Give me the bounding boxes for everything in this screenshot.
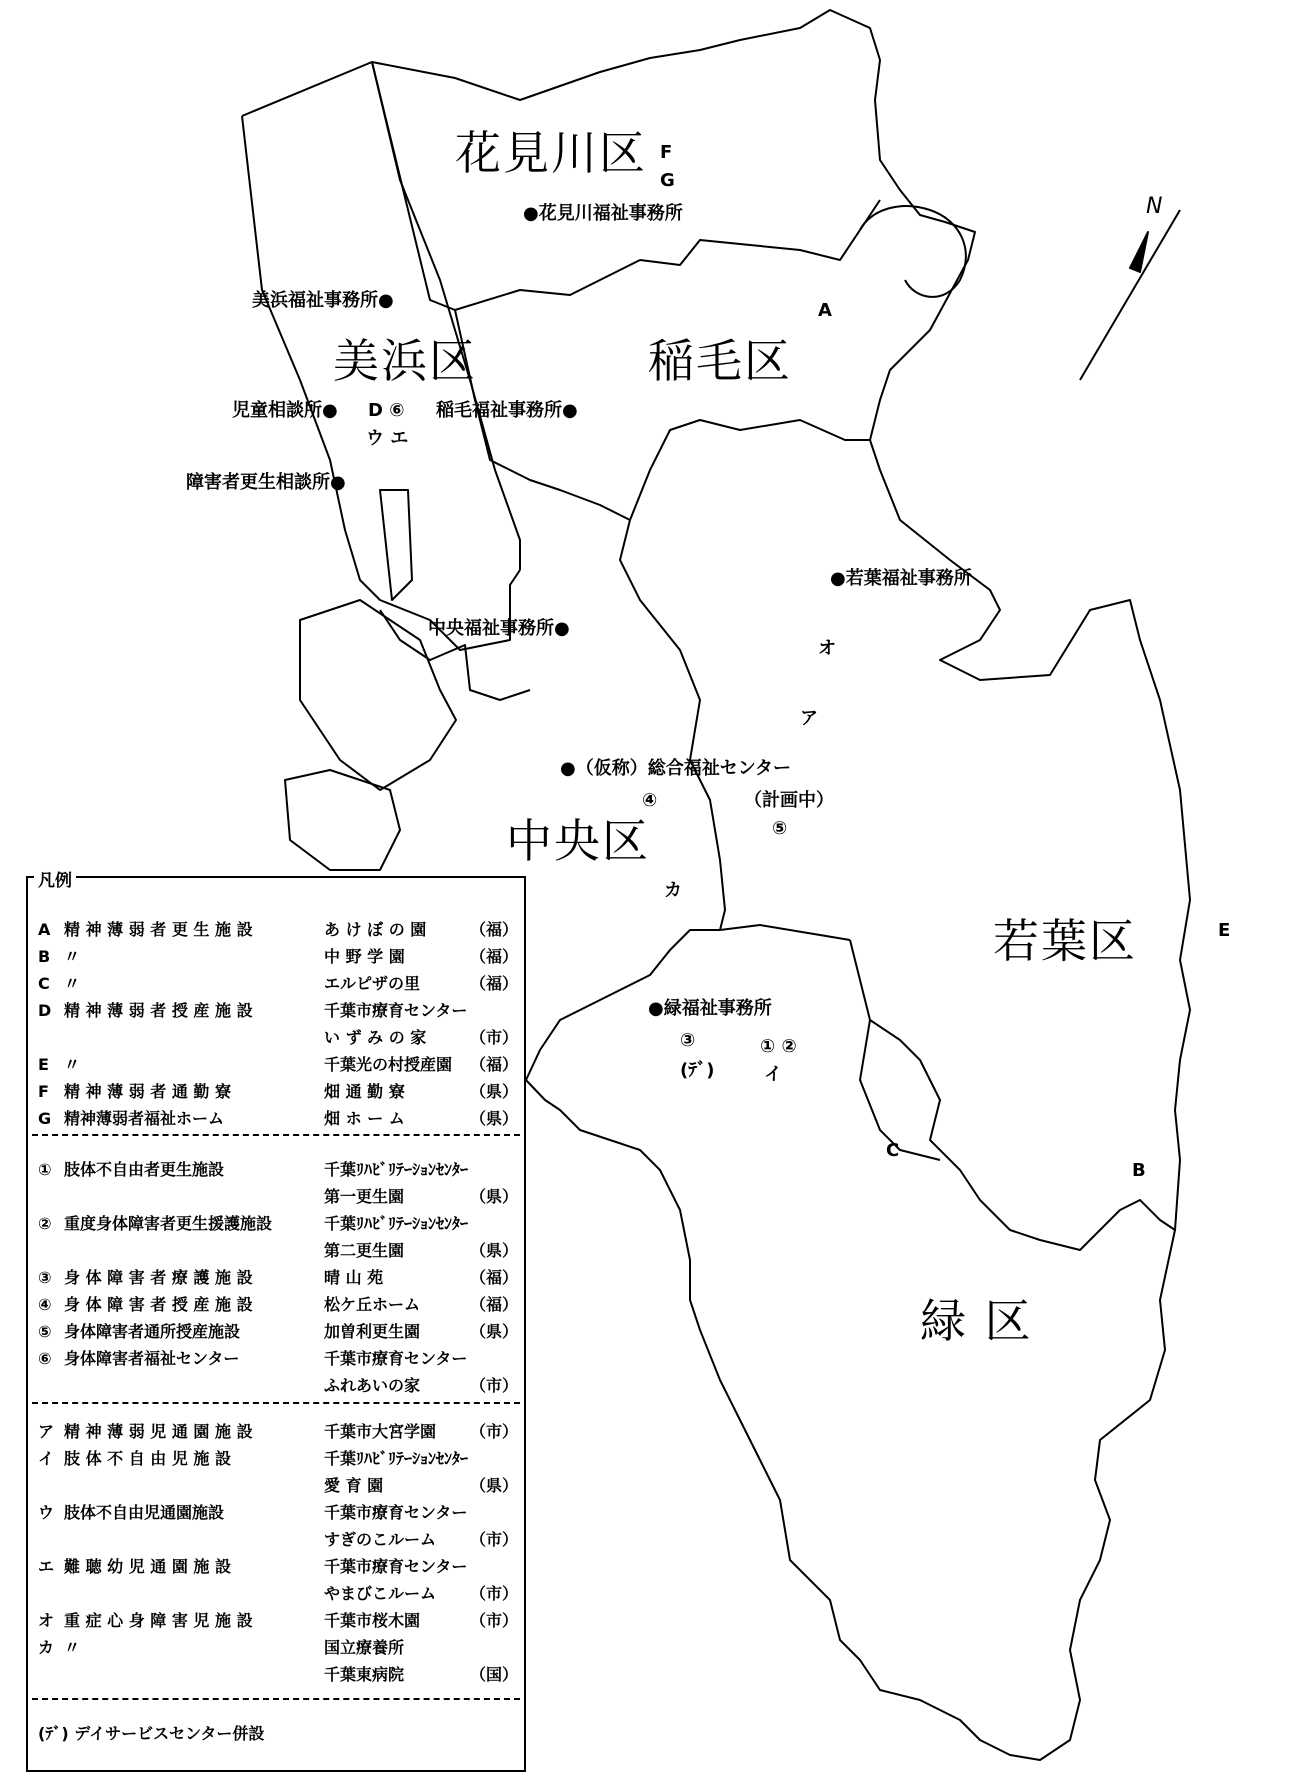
legend-code: ウ: [38, 1503, 55, 1522]
legend-code: A: [38, 920, 51, 939]
legend-type: 難 聴 幼 児 通 園 施 設: [64, 1557, 231, 1576]
legend-name: 晴 山 苑: [324, 1268, 384, 1287]
legend-code: ③: [38, 1268, 52, 1287]
legend-code: F: [38, 1082, 49, 1101]
legend-name: やまびこルーム: [324, 1584, 437, 1603]
ward-midori: 緑 区: [920, 1294, 1033, 1348]
legend-type: 〃: [64, 947, 81, 966]
legend-code: C: [38, 974, 50, 993]
legend-name: 千葉ﾘﾊﾋﾞﾘﾃｰｼｮﾝｾﾝﾀｰ: [324, 1214, 469, 1233]
legend-owner: （福）: [470, 1268, 519, 1287]
mark-ue: ウ エ: [366, 428, 409, 449]
legend-owner: （県）: [470, 1109, 519, 1128]
legend-code: オ: [38, 1611, 55, 1630]
legend-type: 〃: [64, 1055, 81, 1074]
ward-mihama: 美浜区: [333, 334, 477, 388]
legend-name: 千葉光の村授産園: [324, 1055, 453, 1074]
legend-owner: （市）: [470, 1584, 519, 1603]
legend-name: 千葉市療育センター: [324, 1349, 468, 1368]
legend-owner: （県）: [470, 1476, 519, 1495]
mark-ka: カ: [664, 880, 682, 901]
legend-owner: （市）: [470, 1028, 519, 1047]
legend-name: 国立療養所: [324, 1638, 405, 1657]
legend-code: ア: [38, 1422, 55, 1441]
legend-separator: [32, 1402, 520, 1404]
mark-1-2: ① ②: [760, 1036, 797, 1057]
legend-type: 〃: [64, 974, 81, 993]
office-hanamigawa: ●花見川福祉事務所: [523, 203, 683, 224]
mark-o: オ: [818, 638, 836, 659]
legend-owner: （県）: [470, 1241, 519, 1260]
ward-hanamigawa: 花見川区: [455, 126, 647, 180]
mark-B: B: [1132, 1160, 1146, 1181]
legend-name: 松ケ丘ホーム: [324, 1295, 421, 1314]
legend-code: ④: [38, 1295, 52, 1314]
legend-type: 精神薄弱者福祉ホーム: [64, 1109, 225, 1128]
legend-name: 愛 育 園: [324, 1476, 384, 1495]
legend-owner: （福）: [470, 947, 519, 966]
ward-inage: 稲毛区: [648, 334, 792, 388]
legend-owner: （県）: [470, 1082, 519, 1101]
legend-name: い ず み の 家: [324, 1028, 427, 1047]
mark-4: ④: [642, 790, 658, 811]
office-wakaba: ●若葉福祉事務所: [830, 568, 972, 589]
boundary-wakaba-midori: [850, 940, 1175, 1250]
office-sogo-note: （計画中）: [744, 790, 834, 811]
mark-3: ③: [680, 1030, 696, 1051]
legend-type: 身体障害者通所授産施設: [64, 1322, 241, 1341]
office-midori: ●緑福祉事務所: [648, 998, 772, 1019]
legend-owner: （市）: [470, 1530, 519, 1549]
legend-type: 重度身体障害者更生援護施設: [64, 1214, 273, 1233]
legend-title: 凡例: [34, 866, 76, 891]
office-shogai: 障害者更生相談所●: [186, 472, 346, 493]
legend-name: 畑 通 勤 寮: [324, 1082, 405, 1101]
legend-code: ⑥: [38, 1349, 52, 1368]
legend-name: 千葉市療育センター: [324, 1001, 468, 1020]
ward-chuo: 中央区: [506, 814, 650, 868]
legend-type: 身体障害者福祉センター: [64, 1349, 240, 1368]
legend-name: 千葉市桜木園: [324, 1611, 421, 1630]
legend-name: 千葉ﾘﾊﾋﾞﾘﾃｰｼｮﾝｾﾝﾀｰ: [324, 1449, 469, 1468]
legend-name: ふれあいの家: [324, 1376, 421, 1395]
legend-code: ①: [38, 1160, 52, 1179]
boundary-inage-wakaba: [620, 520, 725, 930]
legend-name: すぎのこルーム: [324, 1530, 437, 1549]
legend-name: 千葉市療育センター: [324, 1503, 468, 1522]
boundary-inage-chuo: [630, 420, 870, 520]
legend-name: 加曽利更生園: [324, 1322, 421, 1341]
legend-owner: （福）: [470, 1055, 519, 1074]
legend-type: 肢体不自由者更生施設: [64, 1160, 225, 1179]
north-arrow-line: [1080, 210, 1180, 380]
legend-type: 身 体 障 害 者 授 産 施 設: [64, 1295, 253, 1314]
legend-name: 第二更生園: [324, 1241, 405, 1260]
mark-E: E: [1218, 920, 1231, 941]
boundary-chuo-wakaba: [720, 925, 850, 940]
river: [860, 206, 966, 297]
office-sogo: ●（仮称）総合福祉センター: [560, 758, 791, 779]
legend-name: 第一更生園: [324, 1187, 405, 1206]
mark-i: イ: [764, 1064, 782, 1085]
legend-type: 精 神 薄 弱 者 授 産 施 設: [64, 1001, 253, 1020]
pier-1: [380, 490, 412, 600]
legend-code: ②: [38, 1214, 52, 1233]
mark-G: G: [660, 170, 675, 191]
legend-separator: [32, 1134, 520, 1136]
legend: [26, 871, 526, 1772]
legend-owner: （市）: [470, 1376, 519, 1395]
mark-de: (ﾃﾞ): [680, 1060, 715, 1081]
office-mihama: 美浜福祉事務所●: [252, 290, 394, 311]
legend-type: 肢 体 不 自 由 児 施 設: [64, 1449, 231, 1468]
legend-name: あ け ぼ の 園: [324, 920, 427, 939]
north-arrow-head: [1130, 232, 1148, 272]
north-label: N: [1146, 194, 1163, 219]
legend-name: 中 野 学 園: [324, 947, 405, 966]
legend-type: 肢体不自由児通園施設: [64, 1503, 225, 1522]
legend-footnote: (ﾃﾞ) デイサービスセンター併設: [38, 1724, 265, 1743]
mark-D6: D ⑥: [368, 400, 405, 421]
ward-wakaba: 若葉区: [993, 914, 1137, 968]
legend-code: エ: [38, 1557, 55, 1576]
legend-type: 精 神 薄 弱 児 通 園 施 設: [64, 1422, 253, 1441]
legend-owner: （国）: [470, 1665, 519, 1684]
legend-owner: （県）: [470, 1322, 519, 1341]
mark-F: F: [660, 142, 673, 163]
mark-C: C: [886, 1140, 900, 1161]
legend-name: 千葉市療育センター: [324, 1557, 468, 1576]
office-inage: 稲毛福祉事務所●: [436, 400, 578, 421]
boundary-hanamigawa: [372, 62, 880, 310]
legend-owner: （福）: [470, 920, 519, 939]
legend-owner: （県）: [470, 1187, 519, 1206]
legend-type: 精 神 薄 弱 者 更 生 施 設: [64, 920, 253, 939]
legend-code: E: [38, 1055, 49, 1074]
legend-code: イ: [38, 1449, 55, 1468]
legend-name: 千葉市大宮学園: [324, 1422, 437, 1441]
legend-owner: （福）: [470, 1295, 519, 1314]
legend-code: G: [38, 1109, 52, 1128]
legend-type: 身 体 障 害 者 療 護 施 設: [64, 1268, 253, 1287]
legend-owner: （福）: [470, 974, 519, 993]
legend-type: 重 症 心 身 障 害 児 施 設: [64, 1611, 253, 1630]
legend-code: カ: [38, 1638, 55, 1657]
mark-a: ア: [800, 708, 818, 729]
legend-name: エルピザの里: [324, 974, 421, 993]
legend-separator: [32, 1698, 520, 1700]
legend-name: 畑 ホ ー ム: [324, 1109, 405, 1128]
legend-code: D: [38, 1001, 52, 1020]
legend-owner: （市）: [470, 1611, 519, 1630]
legend-type: 精 神 薄 弱 者 通 勤 寮: [64, 1082, 231, 1101]
legend-code: ⑤: [38, 1322, 52, 1341]
legend-type: 〃: [64, 1638, 81, 1657]
legend-code: B: [38, 947, 51, 966]
legend-owner: （市）: [470, 1422, 519, 1441]
legend-name: 千葉ﾘﾊﾋﾞﾘﾃｰｼｮﾝｾﾝﾀｰ: [324, 1160, 469, 1179]
office-jido: 児童相談所●: [232, 400, 338, 421]
office-chuo: 中央福祉事務所●: [428, 618, 570, 639]
legend-name: 千葉東病院: [324, 1665, 405, 1684]
mark-A: A: [818, 300, 832, 321]
mark-5: ⑤: [772, 818, 788, 839]
pier-3: [285, 770, 400, 870]
